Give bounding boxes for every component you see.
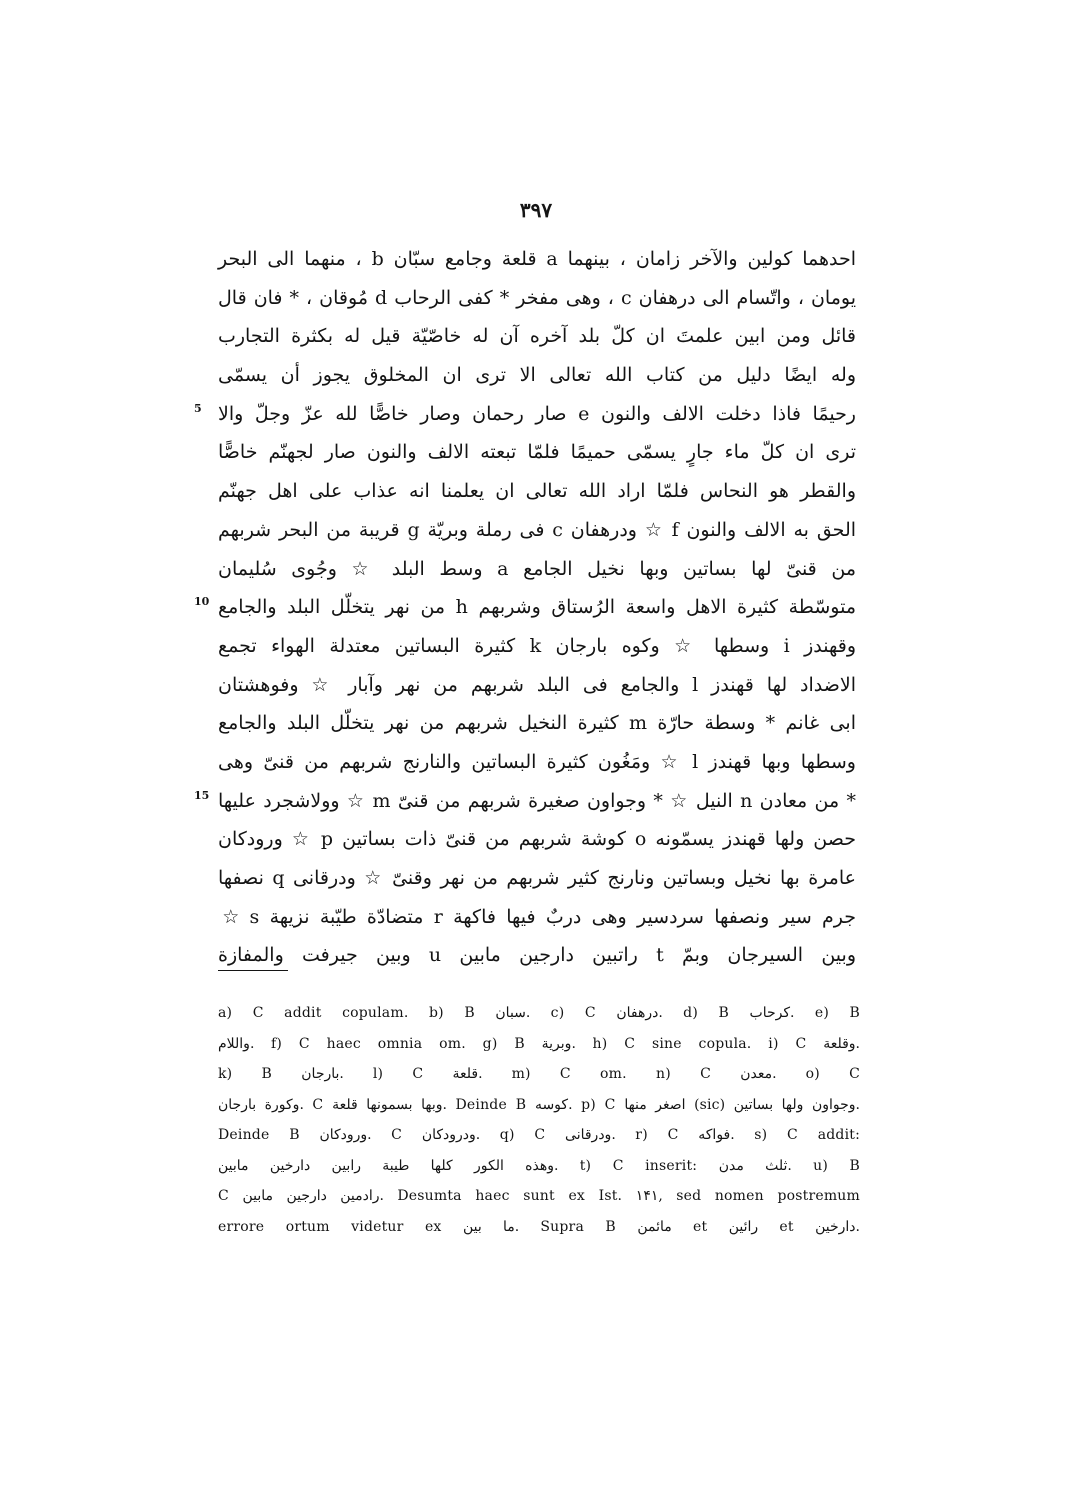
line-number: 10 <box>194 595 210 609</box>
footnote-line: واللام. f) C haec omnia om. g) B وبرية. h) C sine copula. i) C وقلعة. <box>218 1035 860 1052</box>
text-line: وله ايضًا دليل من كتاب الله تعالى الا ترى ان المخلوق يجوز أن يسمّى <box>218 364 856 387</box>
text-line: جرم سير ونصفها سردسير وهى دربٌ فيها فاكهة r متضادّة طيّبة نزيهة s ☆ <box>218 905 856 928</box>
text-line: متوسّطة كثيرة الاهل واسعة الرُستاق وشربهم h من نهر يتخلّل البلد والجامع 10 <box>218 588 856 627</box>
line-number: 5 <box>194 401 202 415</box>
footnote-line: a) C addit copulam. b) B سبان. c) C درهفان. d) B كرحاب. e) B <box>218 1005 860 1021</box>
line-number: 15 <box>194 788 210 802</box>
text-line: قائل ومن ابين علمتَ ان كلّ بلد آخره آن له خاصّيّة قيل له بكثرة التجارب <box>218 325 856 348</box>
text-line: وقهندز i وسطها ☆ وكوه بارجان k كثيرة البساتين معتدلة الهواء تجمع <box>218 634 857 657</box>
text-line: رحيمًا فاذا دخلت الالف والنون e صار رحمان وصار خاصًّا لله عزّ وجلّ والا 5 <box>218 395 856 434</box>
text-line: من قنىّ لها بساتين وبها نخيل الجامع a وسط البلد ☆ وجُوى سُليمان <box>218 557 857 580</box>
text-line: * من معادن n النيل ☆ * وجواون صغيرة شربهم من قنىّ m ☆ وولاشجرد عليها 15 <box>218 782 856 821</box>
footnote-line: وكورة بارجان. C وبها بسمونها قلعة. Deinde B كوسه. p) C اصغر منها (sic) وجواون ولها بساتين. <box>218 1096 860 1113</box>
text-line: عامرة بها نخيل وبساتين ونارنج كثير شربهم من نهر وقنىّ ☆ ودرقانى q نصفها <box>218 867 856 889</box>
text-line: وبين السيرجان وبمّ t راتبين دارجين مابين u وبين جيرفت والمفازة <box>218 944 856 967</box>
text-line: الاضداد لها قهندز l والجامع فى البلد شربهم من نهر وآبار ☆ وفوهشتان <box>218 673 857 696</box>
footnotes <box>218 998 860 1242</box>
text-line: ابى غانم * وسطة حارّة m كثيرة النخيل شربهم من نهر يتخلّل البلد والجامع <box>218 712 856 735</box>
text-line: احدهما كولين والآخر زامان ، بينهما a قلعة وجامع سبّان b ، منهما الى البحر <box>218 248 857 270</box>
text-line: حصن ولها قهندز يسمّونه o كوشة شربهم من قنىّ ذات بساتين p ☆ ورودكان <box>218 828 856 851</box>
footnote-line: وهذه الكور كلها طيبة رابين دارخين مابين. t) C inserit: ثلث مدن. u) B <box>218 1157 860 1174</box>
text-line: يومان ، واتّسام الى درهفان c ، وهى مفخر * كفى الرحاب d مُوقان ، * فان قال <box>218 286 856 309</box>
footnote-divider <box>218 970 288 971</box>
text-line: ترى ان كلّ ماء جارٍ يسمّى حميمًا فلمّا تبعته الالف والنون صار لجهنّم خاصًّا <box>218 441 856 464</box>
text-line: والقطر هو النحاس فلمّا اراد الله تعالى ان يعلمنا انه عذاب على اهل جهنّم <box>218 480 856 503</box>
footnote-line: Deinde B ورودكان. C ودرودكان. q) C ودرقانى. r) C فواكه. s) C addit: <box>218 1127 861 1143</box>
footnote-line: errore ortum videtur ex ما بين. Supra B مائمن et رائين et دارخين. <box>218 1218 860 1235</box>
footnote-line: C رادمين دارجين مابين. Desumta haec sunt ex Ist. ۱۴۱, sed nomen postremum <box>218 1188 860 1204</box>
arabic-body-text <box>194 240 857 975</box>
page-number: ٣٩٧ <box>519 198 553 222</box>
text-line: وسطها وبها قهندز l ☆ ومَغُون كثيرة البساتين والنارنج شربهم من قنىّ وهى <box>218 750 856 773</box>
text-line: الحق به الالف والنون f ☆ ودرهفان c فى رملة وبريّة g قريبة من البحر شربهم <box>218 518 857 541</box>
footnote-line: k) B بارجان. l) C قلعة. m) C om. n) C معدن. o) C <box>218 1066 860 1082</box>
